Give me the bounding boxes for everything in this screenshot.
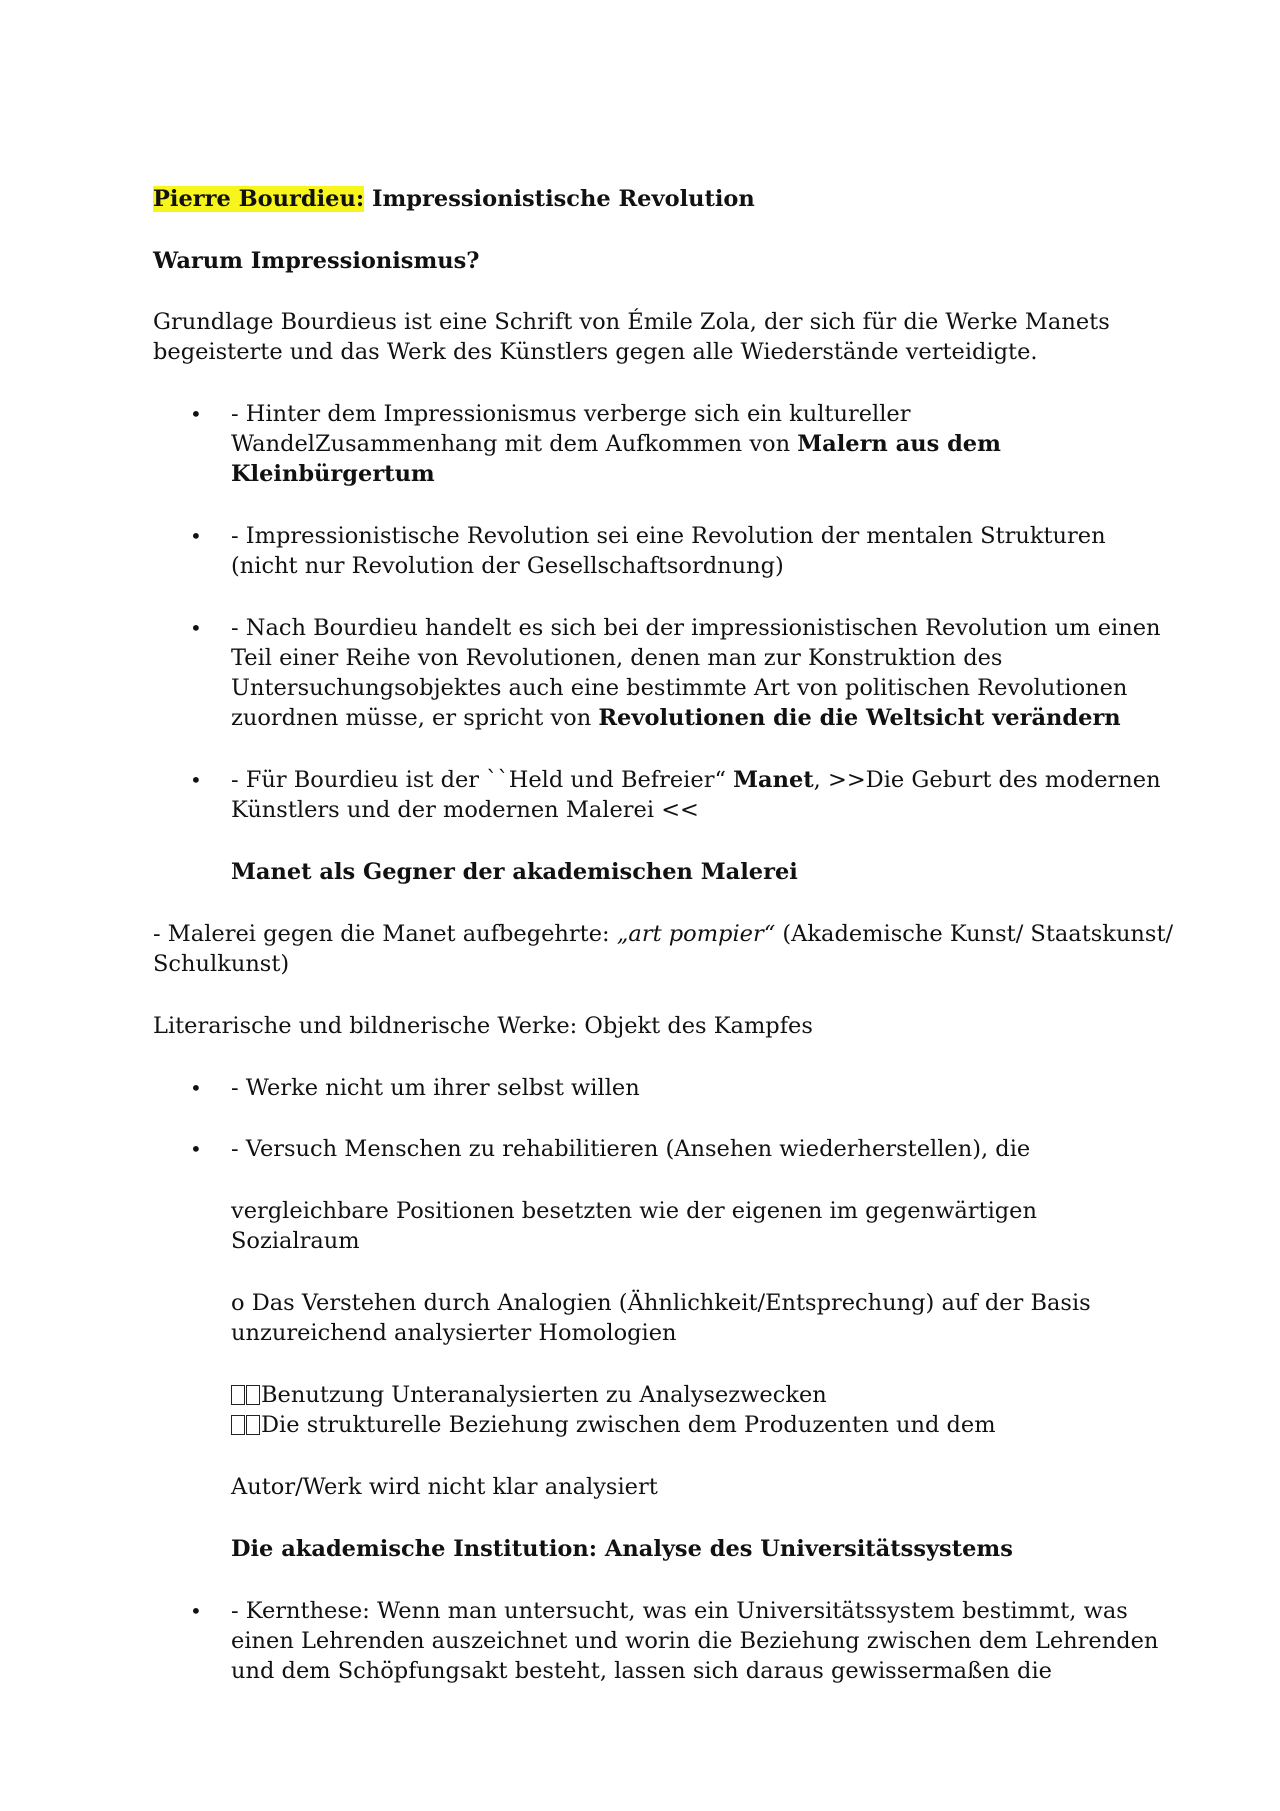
bullet-7-line-3: und dem Schöpfungsakt besteht, lassen sich daraus gewissermaßen die	[231, 1658, 1052, 1684]
autor-werk-line: Autor/Werk wird nicht klar analysiert	[231, 1474, 658, 1500]
bullet-1-line-2: WandelZusammenhang mit dem Aufkommen von Malern aus dem	[231, 431, 1001, 457]
bullet-4-line-1: - Für Bourdieu ist der ``Held und Befreier“ Manet, >>Die Geburt des modernen	[231, 767, 1161, 793]
bullet-icon: •	[190, 1076, 202, 1100]
missing-glyph-icon	[231, 1415, 245, 1435]
title-topic: Impressionistische Revolution	[364, 186, 755, 212]
sub-item-line-1: o Das Verstehen durch Analogien (Ähnlichkeit/Entsprechung) auf der Basis	[231, 1290, 1091, 1316]
malerei-line-1: - Malerei gegen die Manet aufbegehrte: „art pompier“ (Akademische Kunst/ Staatskunst/	[153, 921, 1174, 947]
malerei-line-2: Schulkunst)	[153, 951, 290, 977]
document-title	[153, 184, 755, 214]
bullet-1-line-3: Kleinbürgertum	[231, 461, 435, 487]
intro-line-2: begeisterte und das Werk des Künstlers gegen alle Wiederstände verteidigte.	[153, 339, 1038, 365]
bullet-2-line-1: - Impressionistische Revolution sei eine Revolution der mentalen Strukturen	[231, 523, 1106, 549]
bullet-3-line-3: Untersuchungsobjektes auch eine bestimmte Art von politischen Revolutionen	[231, 675, 1128, 701]
bullet-3-line-4: zuordnen müsse, er spricht von Revolutionen die die Weltsicht verändern	[231, 705, 1121, 731]
bullet-1-line-1: - Hinter dem Impressionismus verberge sich ein kultureller	[231, 401, 911, 427]
bullet-icon: •	[190, 402, 202, 426]
square-item-1: Benutzung Unteranalysierten zu Analysezwecken	[231, 1380, 827, 1410]
heading-manet: Manet als Gegner der akademischen Malerei	[231, 859, 798, 885]
bullet-2-line-2: (nicht nur Revolution der Gesellschaftsordnung)	[231, 553, 784, 579]
missing-glyph-icon	[246, 1415, 260, 1435]
bullet-icon: •	[190, 524, 202, 548]
heading-institution: Die akademische Institution: Analyse des Universitätssystems	[231, 1536, 1013, 1562]
bullet-3-line-1: - Nach Bourdieu handelt es sich bei der impressionistischen Revolution um einen	[231, 615, 1161, 641]
bullet-4-line-2: Künstlers und der modernen Malerei <<	[231, 797, 699, 823]
bullet-icon: •	[190, 1599, 202, 1623]
hollow-bullet-icon: o	[231, 1290, 245, 1316]
vergleichbar-line-2: Sozialraum	[231, 1228, 360, 1254]
bullet-icon: •	[190, 616, 202, 640]
literarische-line: Literarische und bildnerische Werke: Objekt des Kampfes	[153, 1013, 813, 1039]
title-author: Pierre Bourdieu:	[153, 186, 365, 212]
sub-item-line-2: unzureichend analysierter Homologien	[231, 1320, 677, 1346]
bullet-6-line: - Versuch Menschen zu rehabilitieren (Ansehen wiederherstellen), die	[231, 1136, 1031, 1162]
bullet-7-line-1: - Kernthese: Wenn man untersucht, was ein Universitätssystem bestimmt, was	[231, 1598, 1128, 1624]
heading-warum: Warum Impressionismus?	[153, 248, 480, 274]
bullet-5-line: - Werke nicht um ihrer selbst willen	[231, 1075, 640, 1101]
square-item-2: Die strukturelle Beziehung zwischen dem Produzenten und dem	[231, 1410, 996, 1440]
missing-glyph-icon	[246, 1385, 260, 1405]
intro-line-1: Grundlage Bourdieus ist eine Schrift von Émile Zola, der sich für die Werke Manets	[153, 309, 1110, 335]
bullet-3-line-2: Teil einer Reihe von Revolutionen, denen man zur Konstruktion des	[231, 645, 1003, 671]
bullet-icon: •	[190, 768, 202, 792]
bullet-icon: •	[190, 1137, 202, 1161]
vergleichbar-line-1: vergleichbare Positionen besetzten wie der eigenen im gegenwärtigen	[231, 1198, 1037, 1224]
missing-glyph-icon	[231, 1385, 245, 1405]
bullet-7-line-2: einen Lehrenden auszeichnet und worin die Beziehung zwischen dem Lehrenden	[231, 1628, 1159, 1654]
